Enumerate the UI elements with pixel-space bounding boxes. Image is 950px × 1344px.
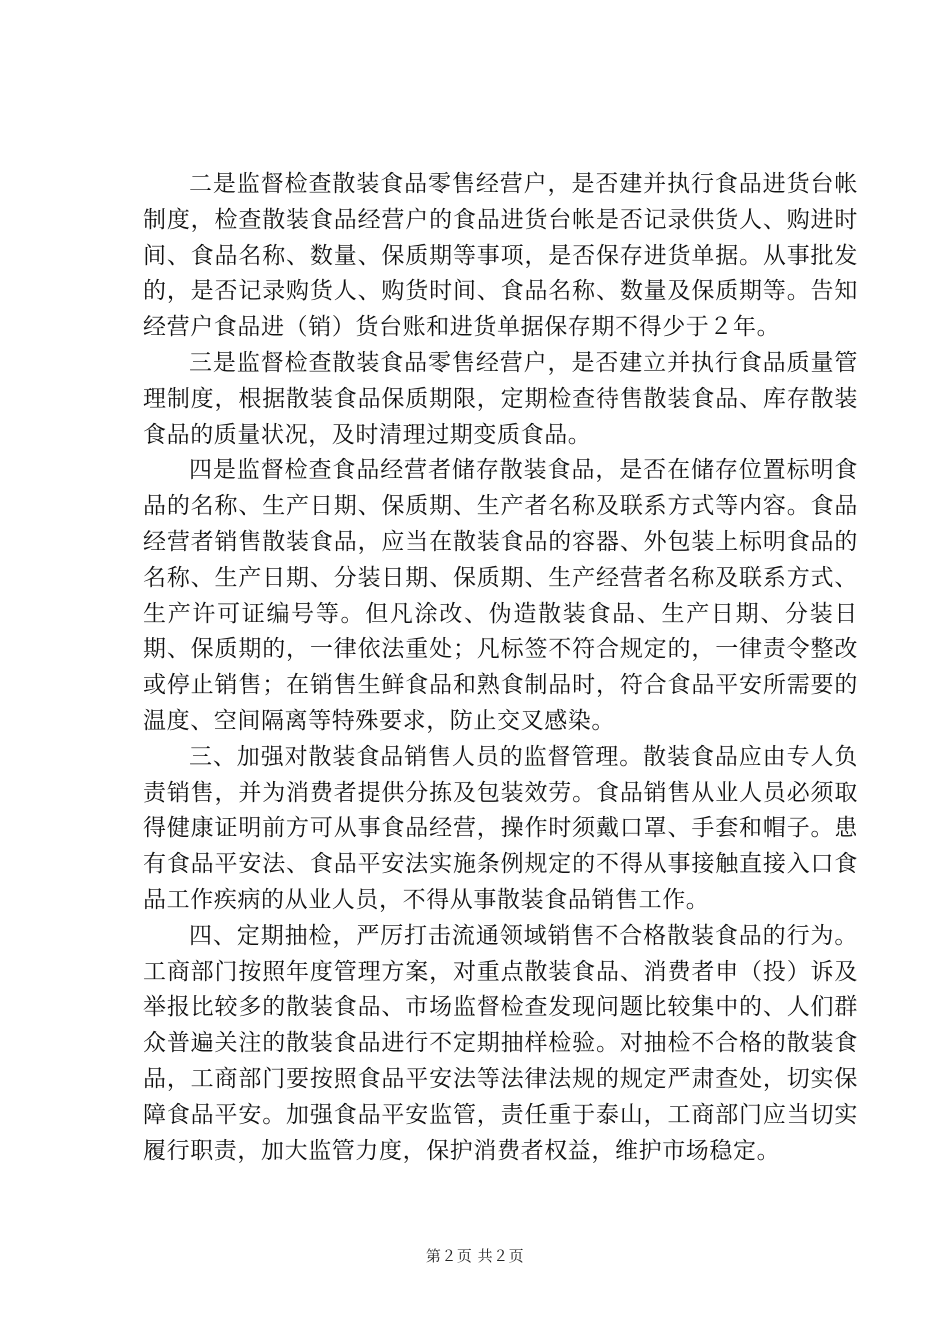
paragraph-supervise-purchase-records: 二是监督检查散装食品零售经营户，是否建并执行食品进货台帐制度，检查散装食品经营户的食品进货台帐是否记录供货人、购进时间、食品名称、数量、保质期等事项，是否保存进货单据。从事批发的，是否记录购货人、购货时间、食品名称、数量及保质期等。告知经营户食品进（销）货台账和进货单据保存期不得少于２年。 — [143, 171, 858, 341]
paragraph-supervise-quality-management: 三是监督检查散装食品零售经营户，是否建立并执行食品质量管理制度，根据散装食品保质期限，定期检查待售散装食品、库存散装食品的质量状况，及时清理过期变质食品。 — [143, 349, 858, 448]
page-number-footer: 第２页 共２页 — [425, 1247, 525, 1265]
document-body — [143, 167, 858, 1169]
paragraph-periodic-inspection: 四、定期抽检，严厉打击流通领域销售不合格散装食品的行为。工商部门按照年度管理方案，对重点散装食品、消费者申（投）诉及举报比较多的散装食品、市场监督检查发现问题比较集中的、人们群众普遍关注的散装食品进行不定期抽样检验。对抽检不合格的散装食品，工商部门要按照食品平安法等法律法规的规定严肃查处，切实保障食品平安。加强食品平安监管，责任重于泰山，工商部门应当切实履行职责，加大监管力度，保护消费者权益，维护市场稳定。 — [143, 922, 858, 1164]
paragraph-sales-staff-supervision: 三、加强对散装食品销售人员的监督管理。散装食品应由专人负责销售，并为消费者提供分拣及包装效劳。食品销售从业人员必须取得健康证明前方可从事食品经营，操作时须戴口罩、手套和帽子。患有食品平安法、食品平安法实施条例规定的不得从事接触直接入口食品工作疾病的从业人员，不得从事散装食品销售工作。 — [143, 743, 858, 913]
paragraph-supervise-storage-labeling: 四是监督检查食品经营者储存散装食品，是否在储存位置标明食品的名称、生产日期、保质期、生产者名称及联系方式等内容。食品经营者销售散装食品，应当在散装食品的容器、外包装上标明食品的名称、生产日期、分装日期、保质期、生产经营者名称及联系方式、生产许可证编号等。但凡涂改、伪造散装食品、生产日期、分装日期、保质期的，一律依法重处；凡标签不符合规定的，一律责令整改或停止销售；在销售生鲜食品和熟食制品时，符合食品平安所需要的温度、空间隔离等特殊要求，防止交叉感染。 — [143, 457, 858, 734]
